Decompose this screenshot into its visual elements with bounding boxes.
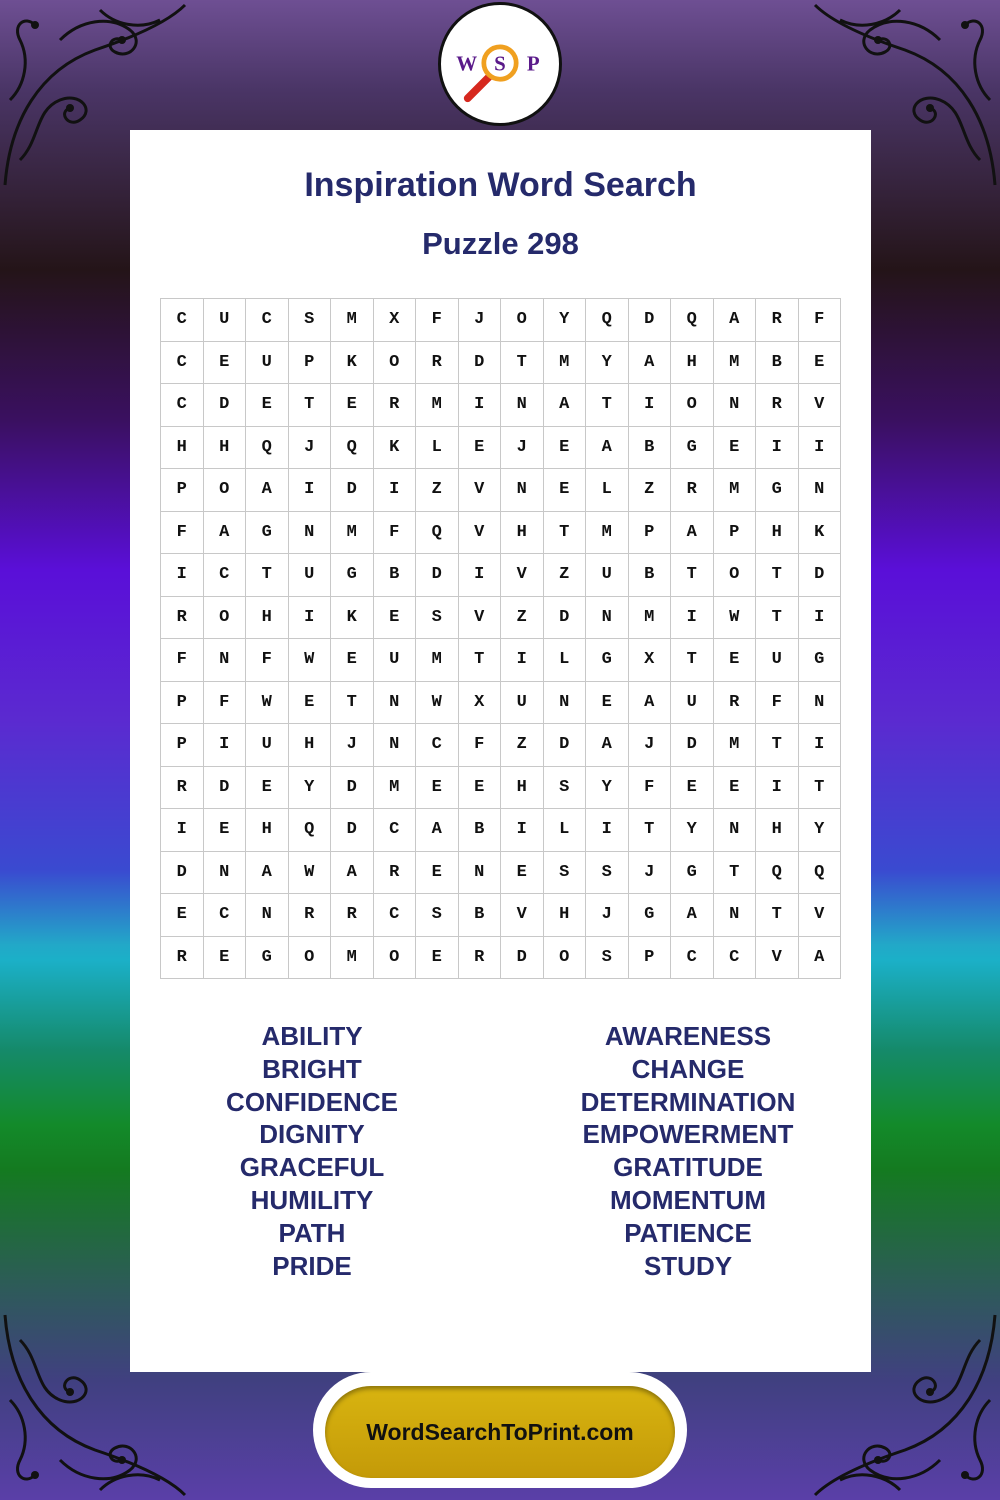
grid-cell[interactable]: E — [331, 639, 374, 682]
grid-cell[interactable]: C — [161, 299, 204, 342]
grid-cell[interactable]: M — [629, 597, 672, 640]
grid-cell[interactable]: H — [501, 767, 544, 810]
grid-cell[interactable]: D — [544, 597, 587, 640]
grid-cell[interactable]: T — [246, 554, 289, 597]
grid-cell[interactable]: M — [714, 724, 757, 767]
grid-cell[interactable]: R — [756, 384, 799, 427]
grid-cell[interactable]: I — [501, 639, 544, 682]
grid-cell[interactable]: M — [331, 937, 374, 980]
grid-cell[interactable]: T — [629, 809, 672, 852]
grid-cell[interactable]: T — [289, 384, 332, 427]
word-list-item: GRACEFUL — [239, 1152, 385, 1183]
grid-cell[interactable]: C — [714, 937, 757, 980]
grid-cell[interactable]: O — [289, 937, 332, 980]
grid-cell[interactable]: C — [204, 894, 247, 937]
grid-cell[interactable]: R — [374, 852, 417, 895]
word-list-item: PATH — [278, 1217, 346, 1248]
grid-cell[interactable]: N — [544, 682, 587, 725]
word-list-item: DETERMINATION — [580, 1086, 796, 1117]
grid-cell[interactable]: H — [756, 512, 799, 555]
grid-cell[interactable]: E — [714, 427, 757, 470]
puzzle-card — [130, 130, 871, 1372]
grid-cell[interactable]: X — [374, 299, 417, 342]
grid-cell[interactable]: A — [544, 384, 587, 427]
grid-cell[interactable]: R — [331, 894, 374, 937]
grid-cell[interactable]: E — [714, 639, 757, 682]
grid-cell[interactable]: Z — [416, 469, 459, 512]
grid-cell[interactable]: O — [374, 342, 417, 385]
grid-cell[interactable]: T — [671, 554, 714, 597]
grid-cell[interactable]: D — [671, 724, 714, 767]
grid-cell[interactable]: E — [204, 937, 247, 980]
letter-grid — [160, 298, 841, 979]
grid-cell[interactable]: V — [501, 554, 544, 597]
page-title: Inspiration Word Search — [304, 166, 697, 204]
grid-cell[interactable]: A — [246, 852, 289, 895]
grid-cell[interactable]: G — [671, 427, 714, 470]
grid-cell[interactable]: F — [161, 639, 204, 682]
grid-cell[interactable]: W — [289, 852, 332, 895]
magnifier-handle — [468, 75, 491, 98]
grid-cell[interactable]: R — [756, 299, 799, 342]
grid-cell[interactable]: E — [544, 427, 587, 470]
grid-cell[interactable]: B — [459, 894, 502, 937]
grid-cell[interactable]: N — [586, 597, 629, 640]
grid-cell[interactable]: C — [416, 724, 459, 767]
grid-cell[interactable]: F — [161, 512, 204, 555]
grid-cell[interactable]: E — [544, 469, 587, 512]
grid-cell[interactable]: U — [204, 299, 247, 342]
grid-cell[interactable]: O — [374, 937, 417, 980]
grid-cell[interactable]: W — [289, 639, 332, 682]
grid-cell[interactable]: T — [501, 342, 544, 385]
grid-cell[interactable]: Y — [586, 342, 629, 385]
grid-cell[interactable]: I — [374, 469, 417, 512]
grid-cell[interactable]: N — [501, 384, 544, 427]
grid-cell[interactable]: T — [586, 384, 629, 427]
footer-badge — [313, 1372, 687, 1488]
grid-cell[interactable]: I — [799, 427, 842, 470]
grid-cell[interactable]: Q — [799, 852, 842, 895]
grid-cell[interactable]: W — [714, 597, 757, 640]
grid-cell[interactable]: I — [161, 809, 204, 852]
grid-cell[interactable]: I — [756, 427, 799, 470]
grid-cell[interactable]: A — [629, 682, 672, 725]
grid-cell[interactable]: P — [714, 512, 757, 555]
grid-cell[interactable]: I — [671, 597, 714, 640]
grid-cell[interactable]: A — [204, 512, 247, 555]
grid-cell[interactable]: G — [671, 852, 714, 895]
grid-cell[interactable]: G — [799, 639, 842, 682]
grid-cell[interactable]: S — [586, 852, 629, 895]
grid-cell[interactable]: E — [714, 767, 757, 810]
grid-cell[interactable]: O — [714, 554, 757, 597]
grid-cell[interactable]: N — [799, 682, 842, 725]
grid-cell[interactable]: Q — [756, 852, 799, 895]
word-list-right — [538, 1020, 838, 1282]
grid-cell[interactable]: T — [756, 554, 799, 597]
grid-cell[interactable]: D — [161, 852, 204, 895]
grid-cell[interactable]: J — [629, 724, 672, 767]
grid-cell[interactable]: S — [586, 937, 629, 980]
grid-cell[interactable]: D — [204, 384, 247, 427]
grid-cell[interactable]: T — [671, 639, 714, 682]
grid-cell[interactable]: Q — [246, 427, 289, 470]
grid-cell[interactable]: H — [756, 809, 799, 852]
grid-cell[interactable]: A — [586, 427, 629, 470]
grid-cell[interactable]: Y — [586, 767, 629, 810]
grid-cell[interactable]: C — [374, 894, 417, 937]
word-list-item: DIGNITY — [259, 1119, 365, 1150]
grid-cell[interactable]: N — [714, 809, 757, 852]
grid-cell[interactable]: H — [246, 597, 289, 640]
grid-cell[interactable]: H — [246, 809, 289, 852]
grid-cell[interactable]: L — [544, 809, 587, 852]
grid-cell[interactable]: F — [204, 682, 247, 725]
grid-cell[interactable]: U — [586, 554, 629, 597]
grid-cell[interactable]: Y — [671, 809, 714, 852]
grid-cell[interactable]: Y — [544, 299, 587, 342]
grid-cell[interactable]: F — [756, 682, 799, 725]
word-list-item: PATIENCE — [624, 1217, 752, 1248]
grid-cell[interactable]: E — [289, 682, 332, 725]
grid-cell[interactable]: Z — [544, 554, 587, 597]
grid-cell[interactable]: J — [331, 724, 374, 767]
grid-cell[interactable]: J — [289, 427, 332, 470]
grid-cell[interactable]: B — [756, 342, 799, 385]
grid-cell[interactable]: M — [586, 512, 629, 555]
word-list-item: HUMILITY — [250, 1184, 374, 1215]
grid-cell[interactable]: I — [289, 469, 332, 512]
wsp-logo[interactable] — [438, 2, 562, 126]
grid-cell[interactable]: W — [416, 682, 459, 725]
grid-cell[interactable]: E — [246, 384, 289, 427]
grid-cell[interactable]: S — [544, 767, 587, 810]
grid-cell[interactable]: Z — [501, 597, 544, 640]
grid-cell[interactable]: I — [799, 597, 842, 640]
grid-cell[interactable]: K — [331, 342, 374, 385]
grid-cell[interactable]: A — [416, 809, 459, 852]
grid-cell[interactable]: V — [501, 894, 544, 937]
grid-cell[interactable]: V — [756, 937, 799, 980]
grid-cell[interactable]: X — [629, 639, 672, 682]
logo-letter-s: S — [494, 51, 506, 76]
grid-cell[interactable]: M — [714, 342, 757, 385]
grid-cell[interactable]: C — [671, 937, 714, 980]
grid-cell[interactable]: U — [756, 639, 799, 682]
grid-cell[interactable]: B — [629, 427, 672, 470]
grid-cell[interactable]: I — [161, 554, 204, 597]
grid-cell[interactable]: N — [714, 894, 757, 937]
footer-link-text: WordSearchToPrint.com — [366, 1418, 634, 1445]
grid-cell[interactable]: T — [756, 597, 799, 640]
logo-letter-p: P — [526, 51, 540, 76]
grid-cell[interactable]: D — [331, 469, 374, 512]
grid-cell[interactable]: R — [459, 937, 502, 980]
grid-cell[interactable]: M — [714, 469, 757, 512]
grid-cell[interactable]: V — [799, 384, 842, 427]
grid-cell[interactable]: S — [289, 299, 332, 342]
grid-cell[interactable]: S — [416, 597, 459, 640]
grid-cell[interactable]: Q — [331, 427, 374, 470]
grid-cell[interactable]: R — [374, 384, 417, 427]
grid-cell[interactable]: J — [501, 427, 544, 470]
word-list-item: EMPOWERMENT — [582, 1119, 794, 1150]
word-list-item: PRIDE — [272, 1250, 352, 1281]
grid-cell[interactable]: Y — [799, 809, 842, 852]
grid-cell[interactable]: E — [459, 767, 502, 810]
grid-cell[interactable]: E — [204, 342, 247, 385]
grid-cell[interactable]: A — [671, 894, 714, 937]
grid-cell[interactable]: K — [799, 512, 842, 555]
grid-cell[interactable]: G — [246, 937, 289, 980]
grid-cell[interactable]: S — [544, 852, 587, 895]
grid-cell[interactable]: E — [459, 427, 502, 470]
grid-cell[interactable]: B — [374, 554, 417, 597]
word-list-item: GRATITUDE — [613, 1152, 763, 1183]
grid-cell[interactable]: A — [586, 724, 629, 767]
grid-cell[interactable]: N — [459, 852, 502, 895]
grid-cell[interactable]: B — [459, 809, 502, 852]
grid-cell[interactable]: B — [629, 554, 672, 597]
grid-cell[interactable]: G — [756, 469, 799, 512]
grid-cell[interactable]: N — [289, 512, 332, 555]
word-list-item: CONFIDENCE — [226, 1086, 398, 1117]
grid-cell[interactable]: U — [246, 342, 289, 385]
grid-cell[interactable]: N — [204, 852, 247, 895]
grid-cell[interactable]: I — [204, 724, 247, 767]
word-list-item: AWARENESS — [604, 1021, 772, 1051]
grid-cell[interactable]: G — [331, 554, 374, 597]
grid-cell[interactable]: M — [374, 767, 417, 810]
grid-cell[interactable]: N — [246, 894, 289, 937]
grid-cell[interactable]: S — [416, 894, 459, 937]
grid-cell[interactable]: A — [799, 937, 842, 980]
grid-cell[interactable]: T — [714, 852, 757, 895]
grid-cell[interactable]: F — [374, 512, 417, 555]
grid-cell[interactable]: U — [374, 639, 417, 682]
grid-cell[interactable]: U — [671, 682, 714, 725]
grid-cell[interactable]: T — [459, 639, 502, 682]
grid-cell[interactable]: E — [331, 384, 374, 427]
grid-cell[interactable]: E — [374, 597, 417, 640]
grid-cell[interactable]: N — [714, 384, 757, 427]
grid-cell[interactable]: D — [629, 299, 672, 342]
grid-cell[interactable]: V — [799, 894, 842, 937]
grid-cell[interactable]: P — [161, 724, 204, 767]
grid-cell[interactable]: A — [629, 342, 672, 385]
grid-cell[interactable]: M — [331, 512, 374, 555]
grid-cell[interactable]: Z — [501, 724, 544, 767]
grid-cell[interactable]: A — [331, 852, 374, 895]
grid-cell[interactable]: F — [246, 639, 289, 682]
grid-cell[interactable]: N — [501, 469, 544, 512]
grid-cell[interactable]: I — [756, 767, 799, 810]
grid-cell[interactable]: D — [459, 342, 502, 385]
grid-cell[interactable]: Q — [416, 512, 459, 555]
grid-cell[interactable]: A — [246, 469, 289, 512]
grid-cell[interactable]: E — [799, 342, 842, 385]
footer-link-button[interactable] — [325, 1386, 675, 1478]
grid-cell[interactable]: I — [799, 724, 842, 767]
grid-cell[interactable]: L — [544, 639, 587, 682]
grid-cell[interactable]: P — [161, 682, 204, 725]
grid-cell[interactable]: E — [204, 809, 247, 852]
grid-cell[interactable]: T — [756, 724, 799, 767]
grid-cell[interactable]: N — [204, 639, 247, 682]
grid-cell[interactable]: H — [501, 512, 544, 555]
grid-cell[interactable]: R — [671, 469, 714, 512]
grid-cell[interactable]: H — [544, 894, 587, 937]
grid-cell[interactable]: P — [629, 512, 672, 555]
grid-cell[interactable]: K — [331, 597, 374, 640]
grid-cell[interactable]: E — [416, 767, 459, 810]
grid-cell[interactable]: N — [374, 682, 417, 725]
grid-cell[interactable]: D — [331, 809, 374, 852]
logo-letter-w: W — [456, 51, 478, 76]
grid-cell[interactable]: C — [204, 554, 247, 597]
word-list-left — [162, 1020, 462, 1282]
grid-cell[interactable]: J — [459, 299, 502, 342]
grid-cell[interactable]: F — [416, 299, 459, 342]
grid-cell[interactable]: O — [671, 384, 714, 427]
grid-cell[interactable]: N — [374, 724, 417, 767]
grid-cell[interactable]: F — [459, 724, 502, 767]
grid-cell[interactable]: O — [501, 299, 544, 342]
grid-cell[interactable]: C — [161, 342, 204, 385]
grid-cell[interactable]: C — [246, 299, 289, 342]
grid-cell[interactable]: K — [374, 427, 417, 470]
word-list-item: MOMENTUM — [610, 1184, 766, 1215]
grid-cell[interactable]: E — [501, 852, 544, 895]
grid-cell[interactable]: L — [416, 427, 459, 470]
grid-cell[interactable]: I — [289, 597, 332, 640]
grid-cell[interactable]: J — [586, 894, 629, 937]
grid-cell[interactable]: I — [586, 809, 629, 852]
grid-cell[interactable]: Z — [629, 469, 672, 512]
grid-cell[interactable]: Q — [586, 299, 629, 342]
grid-cell[interactable]: H — [671, 342, 714, 385]
grid-cell[interactable]: Q — [289, 809, 332, 852]
grid-cell[interactable]: D — [799, 554, 842, 597]
grid-cell[interactable]: R — [714, 682, 757, 725]
grid-cell[interactable]: I — [629, 384, 672, 427]
grid-cell[interactable]: M — [331, 299, 374, 342]
grid-cell[interactable]: V — [459, 597, 502, 640]
grid-cell[interactable]: I — [459, 384, 502, 427]
grid-cell[interactable]: R — [161, 597, 204, 640]
grid-cell[interactable]: J — [629, 852, 672, 895]
grid-cell[interactable]: L — [586, 469, 629, 512]
grid-cell[interactable]: X — [459, 682, 502, 725]
grid-cell[interactable]: N — [799, 469, 842, 512]
grid-cell[interactable]: Y — [289, 767, 332, 810]
grid-cell[interactable]: O — [544, 937, 587, 980]
grid-cell[interactable]: E — [586, 682, 629, 725]
grid-cell[interactable]: M — [416, 639, 459, 682]
grid-cell[interactable]: T — [756, 894, 799, 937]
puzzle-number: Puzzle 298 — [422, 226, 579, 261]
grid-cell[interactable]: F — [799, 299, 842, 342]
grid-cell[interactable]: D — [416, 554, 459, 597]
grid-cell[interactable]: P — [629, 937, 672, 980]
grid-cell[interactable]: E — [161, 894, 204, 937]
grid-cell[interactable]: E — [416, 937, 459, 980]
grid-cell[interactable]: O — [204, 469, 247, 512]
grid-cell[interactable]: R — [416, 342, 459, 385]
grid-cell[interactable]: R — [289, 894, 332, 937]
grid-cell[interactable]: E — [671, 767, 714, 810]
word-list-item: BRIGHT — [262, 1053, 362, 1084]
word-list-item: STUDY — [643, 1250, 733, 1281]
grid-cell[interactable]: M — [416, 384, 459, 427]
grid-cell[interactable]: F — [629, 767, 672, 810]
grid-cell[interactable]: P — [289, 342, 332, 385]
grid-cell[interactable]: M — [544, 342, 587, 385]
grid-cell[interactable]: I — [501, 809, 544, 852]
grid-cell[interactable]: D — [204, 767, 247, 810]
grid-cell[interactable]: T — [544, 512, 587, 555]
grid-cell[interactable]: G — [629, 894, 672, 937]
grid-cell[interactable]: P — [161, 469, 204, 512]
grid-cell[interactable]: H — [289, 724, 332, 767]
grid-cell[interactable]: G — [586, 639, 629, 682]
grid-cell[interactable]: T — [799, 767, 842, 810]
grid-cell[interactable]: C — [374, 809, 417, 852]
grid-cell[interactable]: V — [459, 469, 502, 512]
grid-cell[interactable]: A — [671, 512, 714, 555]
grid-cell[interactable]: R — [161, 767, 204, 810]
grid-cell[interactable]: H — [161, 427, 204, 470]
grid-cell[interactable]: D — [331, 767, 374, 810]
grid-cell[interactable]: H — [204, 427, 247, 470]
word-list-item: CHANGE — [631, 1053, 745, 1084]
grid-cell[interactable]: U — [501, 682, 544, 725]
grid-cell[interactable]: T — [331, 682, 374, 725]
grid-cell[interactable]: Q — [671, 299, 714, 342]
grid-cell[interactable]: O — [204, 597, 247, 640]
grid-cell[interactable]: V — [459, 512, 502, 555]
grid-cell[interactable]: C — [161, 384, 204, 427]
grid-cell[interactable]: D — [501, 937, 544, 980]
grid-cell[interactable]: E — [246, 767, 289, 810]
grid-cell[interactable]: G — [246, 512, 289, 555]
grid-cell[interactable]: R — [161, 937, 204, 980]
grid-cell[interactable]: U — [246, 724, 289, 767]
grid-cell[interactable]: U — [289, 554, 332, 597]
grid-cell[interactable]: W — [246, 682, 289, 725]
grid-cell[interactable]: A — [714, 299, 757, 342]
grid-cell[interactable]: E — [416, 852, 459, 895]
grid-cell[interactable]: I — [459, 554, 502, 597]
grid-cell[interactable]: D — [544, 724, 587, 767]
word-list-item: ABILITY — [261, 1021, 363, 1051]
